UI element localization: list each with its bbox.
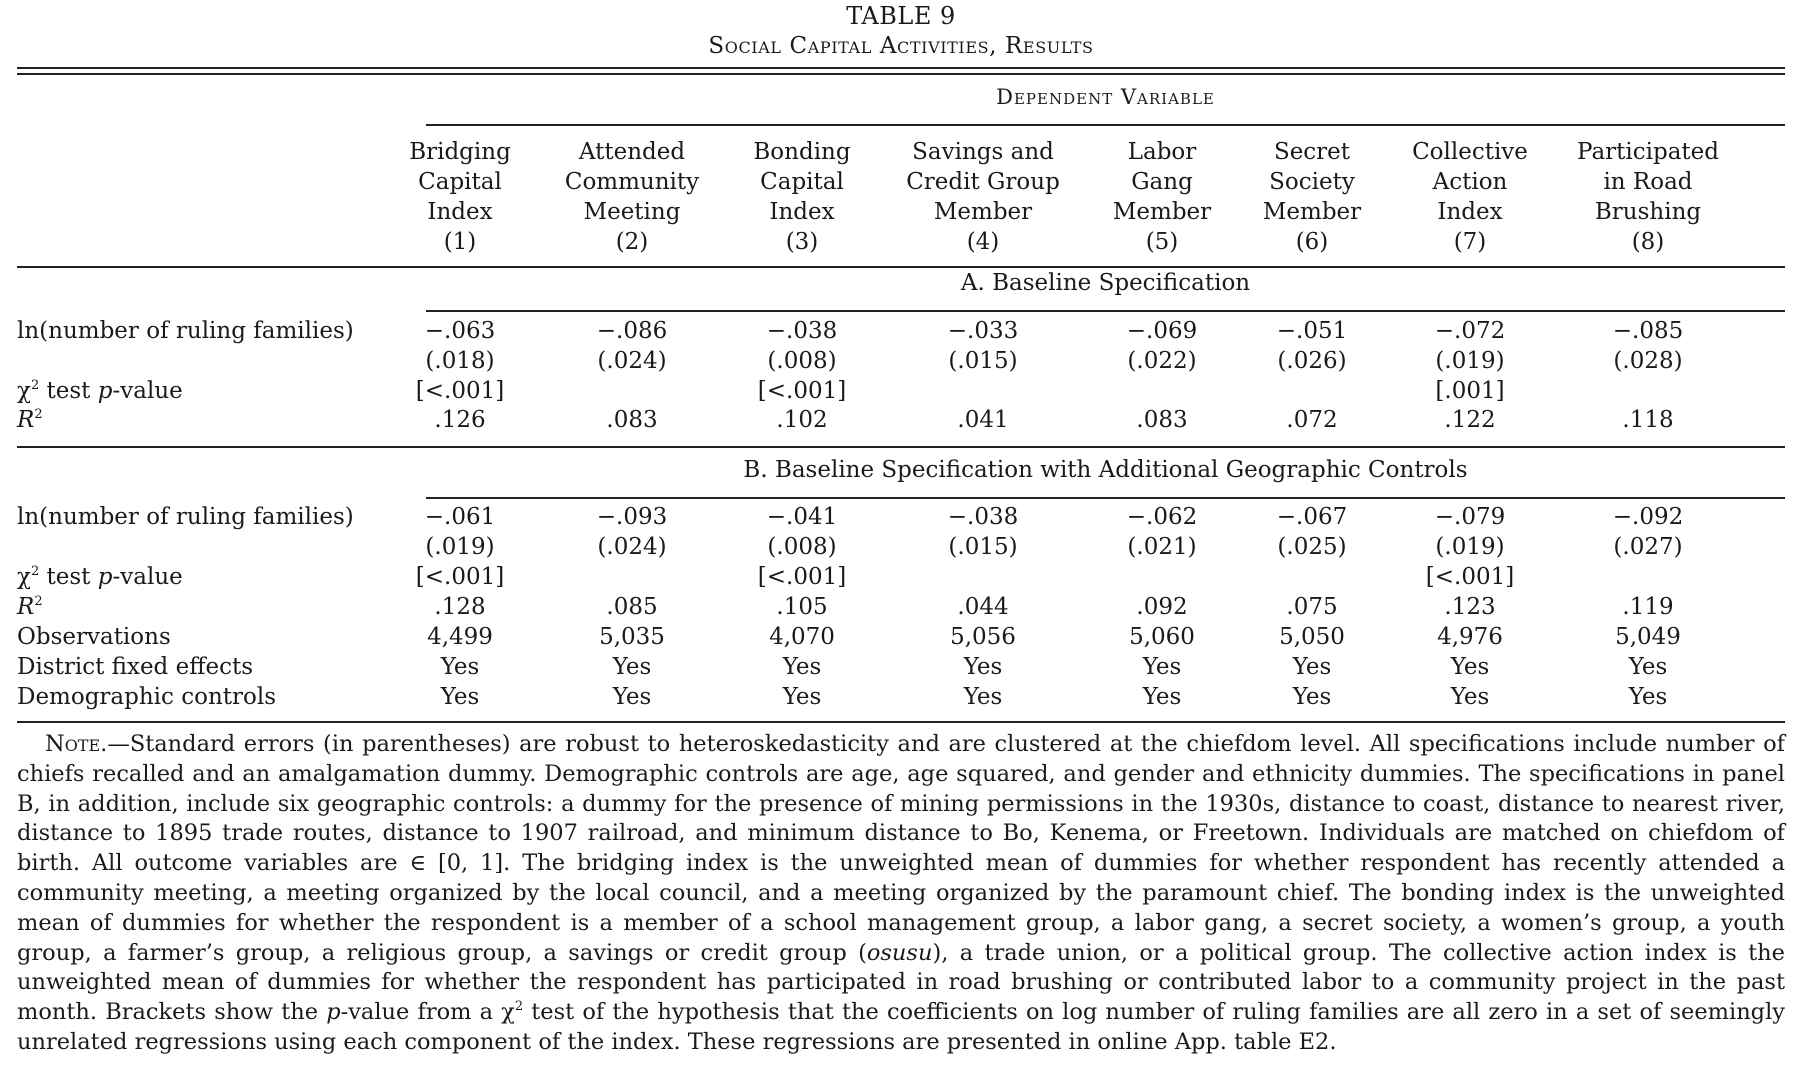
se-cell-a: (.022) xyxy=(1127,348,1197,374)
demographic-cell: Yes xyxy=(782,684,822,710)
note-dash: — xyxy=(107,731,130,757)
row-label-observations: Observations xyxy=(17,624,171,650)
chi-suffix: -value xyxy=(112,378,183,404)
coef-cell-b: −.079 xyxy=(1434,504,1506,530)
coef-cell-b: −.062 xyxy=(1126,504,1198,530)
column-header-line: Participated xyxy=(1577,139,1719,165)
note-italic-p: p xyxy=(326,999,341,1026)
column-header-line: Bridging xyxy=(409,139,511,165)
r2-sup: 2 xyxy=(34,407,43,422)
column-header-line: Labor xyxy=(1127,139,1197,165)
column-header-7 xyxy=(1380,137,1560,257)
top-rule-1 xyxy=(17,67,1785,69)
column-header-line: Meeting xyxy=(583,199,681,225)
observations-cell: 4,070 xyxy=(769,624,835,650)
se-cell-b: (.027) xyxy=(1613,534,1683,560)
r2-cell-b: .085 xyxy=(606,594,658,620)
chi-cell-a: [<.001] xyxy=(415,378,505,404)
coef-cell-a: −.051 xyxy=(1276,318,1348,344)
se-cell-b: (.019) xyxy=(425,534,495,560)
chi-p: p xyxy=(97,564,113,590)
observations-cell: 4,976 xyxy=(1437,624,1503,650)
observations-cell: 4,499 xyxy=(427,624,493,650)
column-header-line: Bonding xyxy=(753,139,851,165)
table-note xyxy=(17,730,1785,1058)
district-fe-cell: Yes xyxy=(782,654,822,680)
dv-underline xyxy=(426,124,1785,126)
se-cell-b: (.015) xyxy=(948,534,1018,560)
se-cell-a: (.024) xyxy=(597,348,667,374)
column-header-4 xyxy=(893,137,1073,257)
panel-a-bottom-rule xyxy=(17,446,1785,448)
note-italic-osusu: osusu xyxy=(866,939,933,966)
demographic-cell: Yes xyxy=(440,684,480,710)
row-label-r2-a xyxy=(17,407,43,433)
observations-cell: 5,056 xyxy=(950,624,1016,650)
r2-r: R xyxy=(17,407,35,433)
column-header-line: (8) xyxy=(1631,229,1665,255)
district-fe-cell: Yes xyxy=(440,654,480,680)
r2-cell-a: .122 xyxy=(1444,407,1496,433)
demographic-cell: Yes xyxy=(1142,684,1182,710)
r2-cell-a: .118 xyxy=(1622,407,1674,433)
chi-suffix: -value xyxy=(112,564,183,590)
district-fe-cell: Yes xyxy=(1142,654,1182,680)
column-header-line: Attended xyxy=(578,139,686,165)
column-header-line: Index xyxy=(1437,199,1503,225)
note-part2: ), a trade union, or a political group. The collective action index is the unweighted mean of dummies for whether the respondent has participated in road brushing or contributed labor to a community project in the past month. Brackets show the xyxy=(17,939,1785,1026)
coef-cell-b: −.041 xyxy=(766,504,838,530)
coef-cell-b: −.093 xyxy=(596,504,668,530)
table-number: TABLE 9 xyxy=(846,2,956,30)
r2-cell-a: .083 xyxy=(1136,407,1188,433)
column-header-line: Savings and xyxy=(912,139,1054,165)
column-header-line: (4) xyxy=(966,229,1000,255)
row-label-demographic: Demographic controls xyxy=(17,684,277,710)
chi-cell-a: [<.001] xyxy=(757,378,847,404)
district-fe-cell: Yes xyxy=(1292,654,1332,680)
chi-cell-b: [<.001] xyxy=(757,564,847,590)
column-header-line: Index xyxy=(769,199,835,225)
se-cell-b: (.025) xyxy=(1277,534,1347,560)
column-header-8 xyxy=(1558,137,1738,257)
column-header-line: Credit Group xyxy=(906,169,1060,195)
chi-mid: test xyxy=(39,564,98,590)
row-label-ln-families-a: ln(number of ruling families) xyxy=(17,318,354,344)
column-header-line: Member xyxy=(933,199,1033,225)
r2-cell-b: .044 xyxy=(957,594,1009,620)
r2-cell-a: .072 xyxy=(1286,407,1338,433)
se-cell-a: (.018) xyxy=(425,348,495,374)
column-header-line: in Road xyxy=(1603,169,1693,195)
note-part4: test of the hypothesis that the coefficients on log number of ruling families are all zero in a set of seemingly unrelated regressions using each component of the index. These regressions are presented in online App. table E2. xyxy=(17,999,1785,1055)
se-cell-a: (.026) xyxy=(1277,348,1347,374)
chi-cell-b: [<.001] xyxy=(1425,564,1515,590)
observations-cell: 5,035 xyxy=(599,624,665,650)
r2-cell-b: .123 xyxy=(1444,594,1496,620)
coef-cell-b: −.092 xyxy=(1612,504,1684,530)
column-header-line: Member xyxy=(1112,199,1212,225)
note-sup: 2 xyxy=(514,999,524,1015)
column-header-2 xyxy=(542,137,722,257)
column-header-line: (2) xyxy=(615,229,649,255)
r2-sup: 2 xyxy=(34,594,43,609)
se-cell-a: (.028) xyxy=(1613,348,1683,374)
chi-p: p xyxy=(97,378,113,404)
observations-cell: 5,049 xyxy=(1615,624,1681,650)
column-header-6 xyxy=(1222,137,1402,257)
coef-cell-a: −.086 xyxy=(596,318,668,344)
column-header-line: Society xyxy=(1269,169,1355,195)
district-fe-cell: Yes xyxy=(1628,654,1668,680)
demographic-cell: Yes xyxy=(612,684,652,710)
r2-cell-a: .126 xyxy=(434,407,486,433)
header-bottom-rule xyxy=(17,266,1785,268)
table-title: Social Capital Activities, Results xyxy=(708,33,1094,59)
observations-cell: 5,050 xyxy=(1279,624,1345,650)
column-header-line: Secret xyxy=(1273,139,1351,165)
row-label-chi-a xyxy=(17,378,183,404)
column-header-1 xyxy=(370,137,550,257)
coef-cell-b: −.061 xyxy=(424,504,496,530)
panel-a-rule xyxy=(426,310,1785,312)
se-cell-b: (.008) xyxy=(767,534,837,560)
chi-sup: 2 xyxy=(30,564,40,579)
row-label-district-fe: District fixed effects xyxy=(17,654,254,680)
column-header-line: (5) xyxy=(1145,229,1179,255)
note-part1: Standard errors (in parentheses) are robust to heteroskedasticity and are clustered at the chiefdom level. All specifications include number of chiefs recalled and an amalgamation dummy. Demographic controls are age, age squared, and gender and ethnicity dummies. The specifications in panel B, in addition, include six geographic controls: a dummy for the presence of mining permissions in the 1930s, distance to coast, distance to nearest river, distance to 1895 trade routes, distance to 1907 railroad, and minimum distance to Bo, Kenema, or Freetown. Individuals are matched on chiefdom of birth. All outcome variables are ∈ [0, 1]. The bridging index is the unweighted mean of dummies for whether respondent has recently attended a community meeting, a meeting organized by the local council, and a meeting organized by the paramount chief. The bonding index is the unweighted mean of dummies for whether the respondent is a member of a school management group, a labor gang, a secret society, a women’s group, a youth group, a farmer’s group, a religious group, a savings or credit group ( xyxy=(17,731,1785,966)
demographic-cell: Yes xyxy=(963,684,1003,710)
district-fe-cell: Yes xyxy=(1450,654,1490,680)
chi-cell-a: [.001] xyxy=(1435,378,1505,404)
chi-symbol: χ xyxy=(17,564,31,590)
coef-cell-b: −.067 xyxy=(1276,504,1348,530)
column-header-line: (7) xyxy=(1453,229,1487,255)
column-header-line: Brushing xyxy=(1594,199,1702,225)
chi-cell-b: [<.001] xyxy=(415,564,505,590)
panel-b-rule xyxy=(426,497,1785,499)
coef-cell-a: −.085 xyxy=(1612,318,1684,344)
district-fe-cell: Yes xyxy=(612,654,652,680)
r2-r: R xyxy=(17,594,35,620)
note-lead: Note. xyxy=(45,731,108,757)
r2-cell-b: .105 xyxy=(776,594,828,620)
r2-cell-a: .102 xyxy=(776,407,828,433)
chi-symbol: χ xyxy=(17,378,31,404)
se-cell-b: (.024) xyxy=(597,534,667,560)
column-header-line: Member xyxy=(1262,199,1362,225)
demographic-cell: Yes xyxy=(1450,684,1490,710)
column-header-line: Gang xyxy=(1131,169,1193,195)
se-cell-a: (.015) xyxy=(948,348,1018,374)
r2-cell-b: .092 xyxy=(1136,594,1188,620)
dependent-variable-header: Dependent Variable xyxy=(996,85,1215,109)
se-cell-a: (.008) xyxy=(767,348,837,374)
demographic-cell: Yes xyxy=(1292,684,1332,710)
column-header-line: Capital xyxy=(760,169,844,195)
column-header-line: (3) xyxy=(785,229,819,255)
column-header-line: Action xyxy=(1432,169,1508,195)
column-header-line: (6) xyxy=(1295,229,1329,255)
se-cell-b: (.021) xyxy=(1127,534,1197,560)
row-label-r2-b xyxy=(17,594,43,620)
demographic-cell: Yes xyxy=(1628,684,1668,710)
r2-cell-a: .083 xyxy=(606,407,658,433)
column-header-3 xyxy=(712,137,892,257)
se-cell-a: (.019) xyxy=(1435,348,1505,374)
r2-cell-b: .119 xyxy=(1622,594,1674,620)
panel-a-title: A. Baseline Specification xyxy=(960,270,1251,296)
column-header-line: Capital xyxy=(418,169,502,195)
top-rule-2 xyxy=(17,73,1785,75)
column-header-line: (1) xyxy=(443,229,477,255)
row-label-ln-families-b: ln(number of ruling families) xyxy=(17,504,354,530)
note-part3: -value from a χ xyxy=(340,999,515,1026)
r2-cell-b: .075 xyxy=(1286,594,1338,620)
district-fe-cell: Yes xyxy=(963,654,1003,680)
coef-cell-b: −.038 xyxy=(947,504,1019,530)
row-label-chi-b xyxy=(17,564,183,590)
observations-cell: 5,060 xyxy=(1129,624,1195,650)
chi-mid: test xyxy=(39,378,98,404)
table-bottom-rule xyxy=(17,721,1785,723)
coef-cell-a: −.072 xyxy=(1434,318,1506,344)
coef-cell-a: −.033 xyxy=(947,318,1019,344)
column-header-line: Community xyxy=(564,169,700,195)
coef-cell-a: −.063 xyxy=(424,318,496,344)
r2-cell-b: .128 xyxy=(434,594,486,620)
coef-cell-a: −.038 xyxy=(766,318,838,344)
coef-cell-a: −.069 xyxy=(1126,318,1198,344)
chi-sup: 2 xyxy=(30,378,40,393)
panel-b-title: B. Baseline Specification with Additional Geographic Controls xyxy=(743,457,1468,483)
r2-cell-a: .041 xyxy=(957,407,1009,433)
column-header-line: Collective xyxy=(1412,139,1528,165)
column-header-line: Index xyxy=(427,199,493,225)
se-cell-b: (.019) xyxy=(1435,534,1505,560)
